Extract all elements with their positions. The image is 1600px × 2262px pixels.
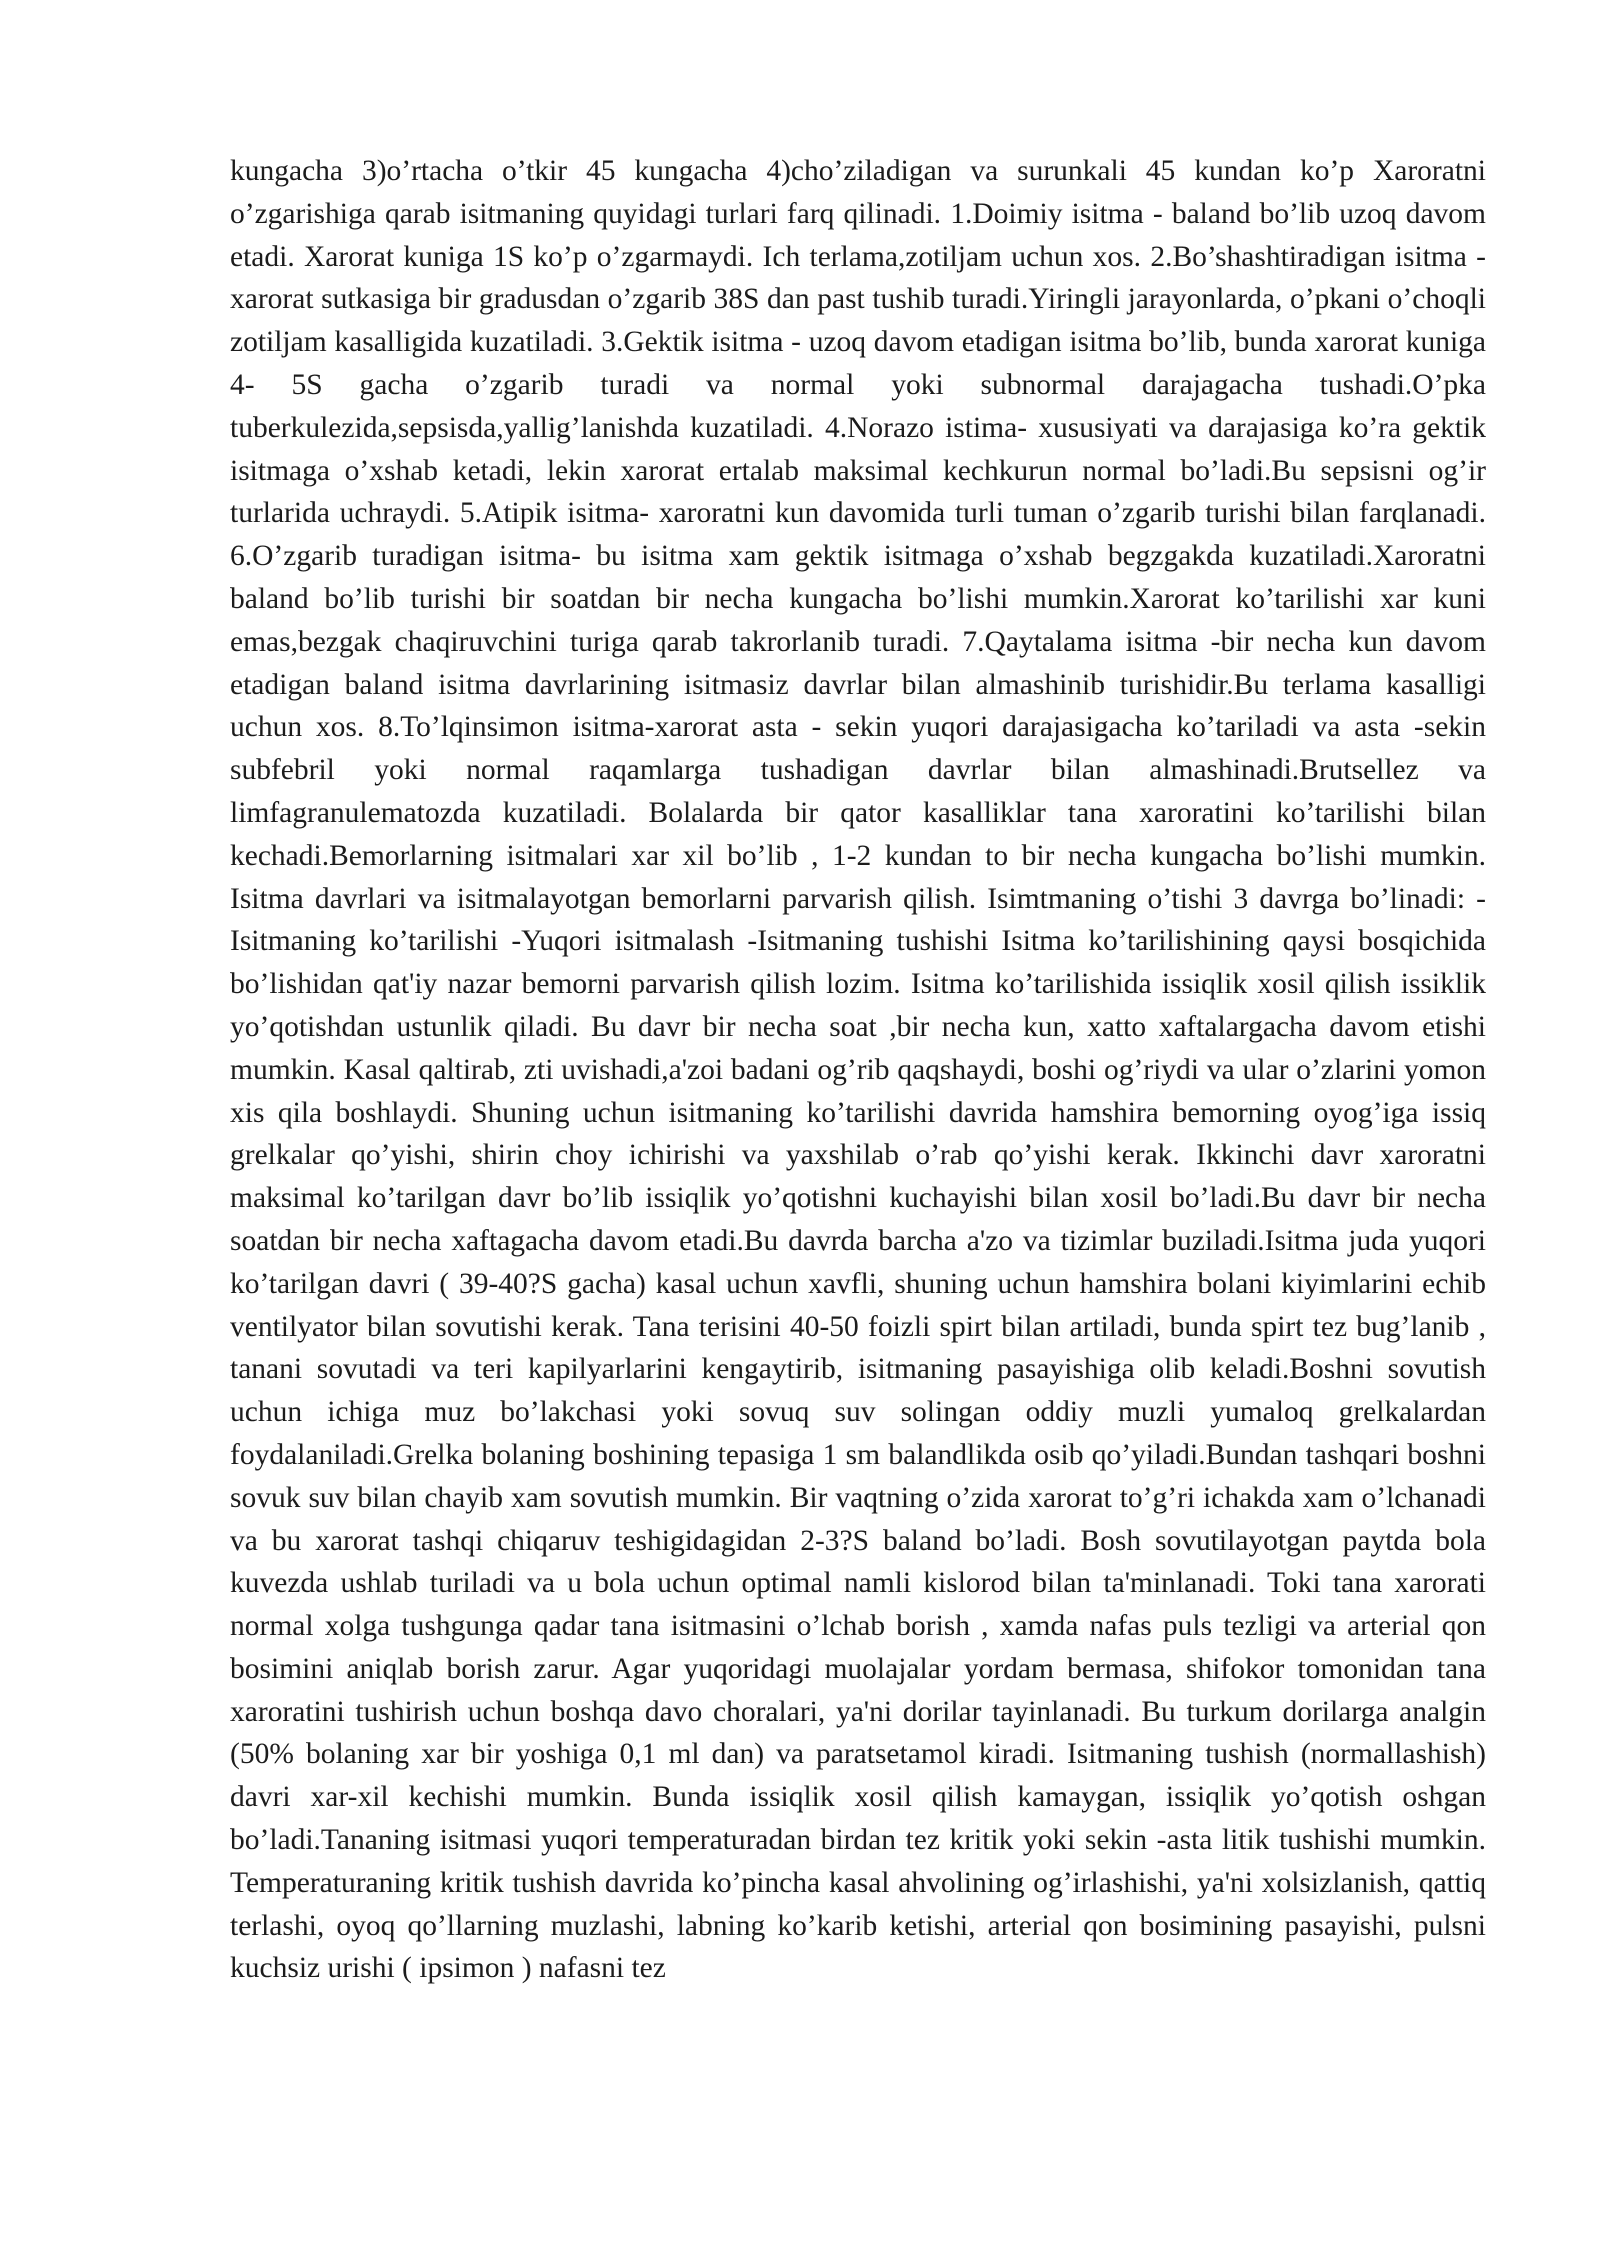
body-paragraph: kungacha 3)o’rtacha o’tkir 45 kungacha 4)cho’ziladigan va surunkali 45 kundan ko’p Xaroratni o’zgarishiga qarab isitmaning quyidagi turlari farq qilinadi. 1.Doimiy isitma - baland bo’lib uzoq davom etadi. Xarorat kuniga 1S ko’p o’zgarmaydi. Ich terlama,zotiljam uchun xos. 2.Bo’shashtiradigan isitma - xarorat sutkasiga bir gradusdan o’zgarib 38S dan past tushib turadi.Yiringli jarayonlarda, o’pkani o’choqli zotiljam kasalligida kuzatiladi. 3.Gektik isitma - uzoq davom etadigan isitma bo’lib, bunda xarorat kuniga 4- 5S gacha o’zgarib turadi va normal yoki subnormal darajagacha tushadi.O’pka tuberkulezida,sepsisda,yallig’lanishda kuzatiladi. 4.Norazo istima- xususiyati va darajasiga ko’ra gektik isitmaga o’xshab ketadi, lekin xarorat ertalab maksimal kechkurun normal bo’ladi.Bu sepsisni og’ir turlarida uchraydi. 5.Atipik isitma- xaroratni kun davomida turli tuman o’zgarib turishi bilan farqlanadi. 6.O’zgarib turadigan isitma- bu isitma xam gektik isitmaga o’xshab begzgakda kuzatiladi.Xaroratni baland bo’lib turishi bir soatdan bir necha kungacha bo’lishi mumkin.Xarorat ko’tarilishi xar kuni emas,bezgak chaqiruvchini turiga qarab takrorlanib turadi. 7.Qaytalama isitma -bir necha kun davom etadigan baland isitma davrlarining isitmasiz davrlar bilan almashinib turishidir.Bu terlama kasalligi uchun xos. 8.To’lqinsimon isitma-xarorat asta - sekin yuqori darajasigacha ko’tariladi va asta -sekin subfebril yoki normal raqamlarga tushadigan davrlar bilan almashinadi.Brutsellez va limfagranulematozda kuzatiladi. Bolalarda bir qator kasalliklar tana xaroratini ko’tarilishi bilan kechadi.Bemorlarning isitmalari xar xil bo’lib , 1-2 kundan to bir necha kungacha bo’lishi mumkin. Isitma davrlari va isitmalayotgan bemorlarni parvarish qilish. Isimtmaning o’tishi 3 davrga bo’linadi: -Isitmaning ko’tarilishi -Yuqori isitmalash -Isitmaning tushishi Isitma ko’tarilishining qaysi bosqichida bo’lishidan qat'iy nazar bemorni parvarish qilish lozim. Isitma ko’tarilishida issiqlik xosil qilish issiklik yo’qotishdan ustunlik qiladi. Bu davr bir necha soat ,bir necha kun, xatto xaftalargacha davom etishi mumkin. Kasal qaltirab, zti uvishadi,a'zoi badani og’rib qaqshaydi, boshi og’riydi va ular o’zlarini yomon xis qila boshlaydi. Shuning uchun isitmaning ko’tarilishi davrida hamshira bemorning oyog’iga issiq grelkalar qo’yishi, shirin choy ichirishi va yaxshilab o’rab qo’yishi kerak. Ikkinchi davr xaroratni maksimal ko’tarilgan davr bo’lib issiqlik yo’qotishni kuchayishi bilan xosil bo’ladi.Bu davr bir necha soatdan bir necha xaftagacha davom etadi.Bu davrda barcha a'zo va tizimlar buziladi.Isitma juda yuqori ko’tarilgan davri ( 39-40?S gacha) kasal uchun xavfli, shuning uchun hamshira bolani kiyimlarini echib ventilyator bilan sovutishi kerak. Tana terisini 40-50 foizli spirt bilan artiladi, bunda spirt tez bug’lanib , tanani sovutadi va teri kapilyarlarini kengaytirib, isitmaning pasayishiga olib keladi.Boshni sovutish uchun ichiga muz bo’lakchasi yoki sovuq suv solingan oddiy muzli yumaloq grelkalardan foydalaniladi.Grelka bolaning boshining tepasiga 1 sm balandlikda osib qo’yiladi.Bundan tashqari boshni sovuk suv bilan chayib xam sovutish mumkin. Bir vaqtning o’zida xarorat to’g’ri ichakda xam o’lchanadi va bu xarorat tashqi chiqaruv teshigidagidan 2-3?S baland bo’ladi. Bosh sovutilayotgan paytda bola kuvezda ushlab turiladi va u bola uchun optimal namli kislorod bilan ta'minlanadi. Toki tana xarorati normal xolga tushgunga qadar tana isitmasini o’lchab borish , xamda nafas puls tezligi va arterial qon bosimini aniqlab borish zarur. Agar yuqoridagi muolajalar yordam bermasa, shifokor tomonidan tana xaroratini tushirish uchun boshqa davo choralari, ya'ni dorilar tayinlanadi. Bu turkum dorilarga analgin (50% bolaning xar bir yoshiga 0,1 ml dan) va paratsetamol kiradi. Isitmaning tushish (normallashish) davri xar-xil kechishi mumkin. Bunda issiqlik xosil qilish kamaygan, issiqlik yo’qotish oshgan bo’ladi.Tananing isitmasi yuqori temperaturadan birdan tez kritik yoki sekin -asta litik tushishi mumkin. Temperaturaning kritik tushish davrida ko’pincha kasal ahvolining og’irlashishi, ya'ni xolsizlanish, qattiq terlashi, oyoq qo’llarning muzlashi, labning ko’karib ketishi, arterial qon bosimining pasayishi, pulsni kuchsiz urishi ( ipsimon ) nafasni tez [230,155,1486,1985]
